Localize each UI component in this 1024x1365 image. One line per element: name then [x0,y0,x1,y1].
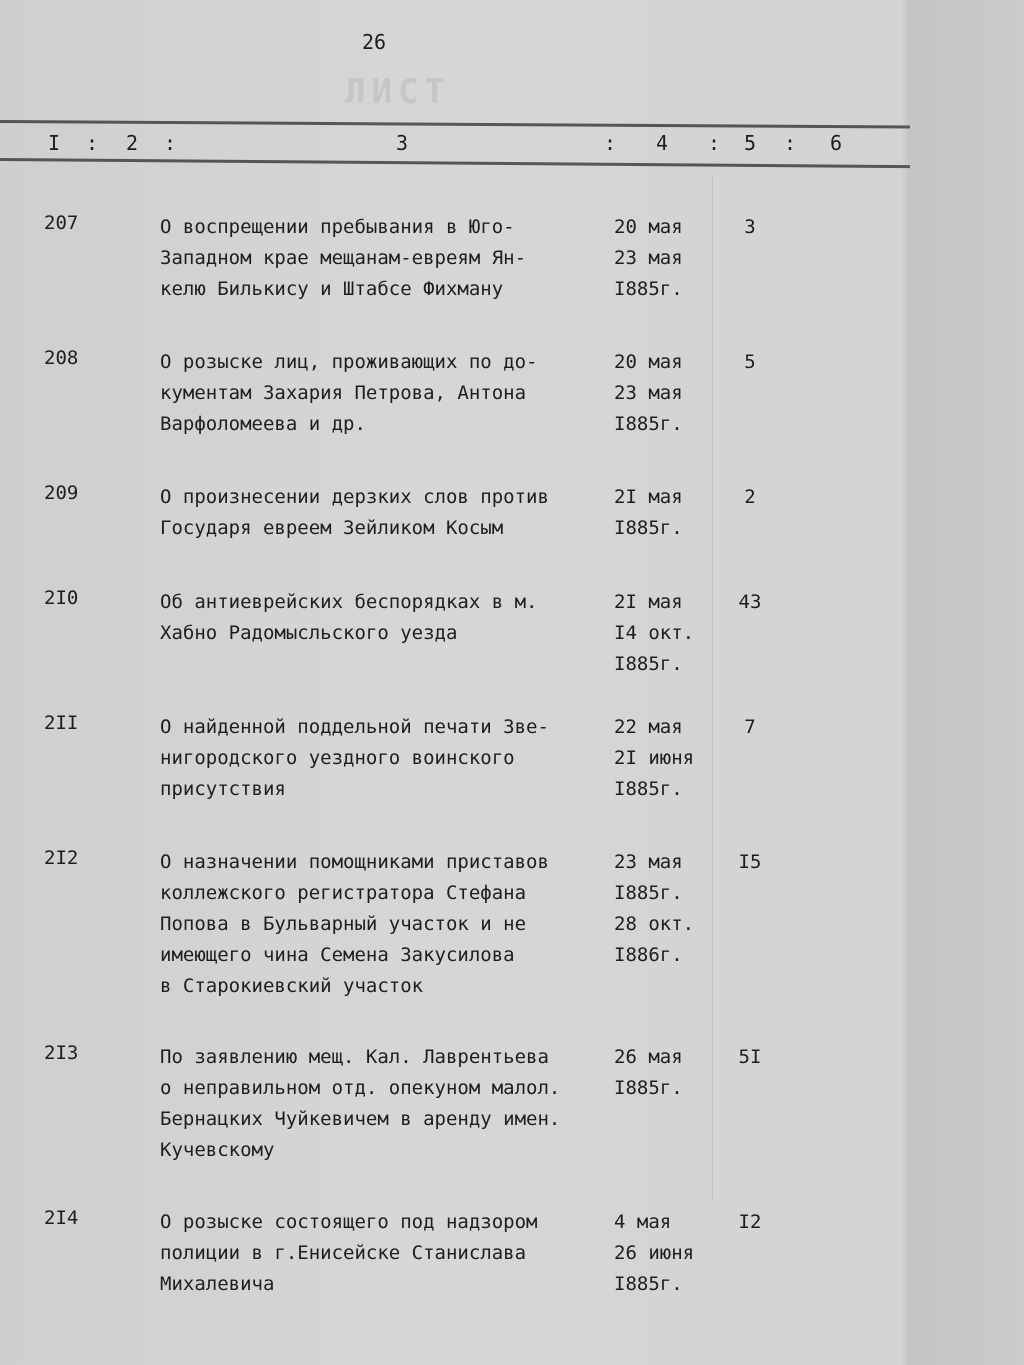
title-line: По заявлению мещ. Кал. Лаврентьева [160,1046,549,1068]
title-line: Государя евреем Зейликом Косым [160,517,504,539]
title-line: О розыске состоящего под надзором [160,1211,538,1233]
entry-number: 2I4 [44,1207,79,1229]
entry-dates [614,347,683,440]
entry-title [160,1042,610,1166]
date-line: I885г. [614,1077,683,1099]
col-header-6: 6 [830,131,843,155]
date-line: I885г. [614,413,683,435]
col-sep: : [604,131,617,155]
entry-dates [614,1207,694,1300]
title-line: О назначении помощниками приставов [160,851,549,873]
date-line: 23 мая [614,851,683,873]
col-header-4: 4 [656,131,669,155]
col-sep: : [708,131,721,155]
date-line: I885г. [614,278,683,300]
title-line: Кучевскому [160,1139,275,1161]
title-line: полиции в г.Енисейске Станислава [160,1242,527,1264]
col-sep: : [86,131,99,155]
col-header-1: I [48,131,61,155]
entry-number: 209 [44,482,79,504]
date-line: 23 мая [614,382,683,404]
entry-sheet-count: 7 [744,716,756,738]
title-line: келю Билькису и Штабсе Фихману [160,278,504,300]
date-line: 4 мая [614,1211,672,1233]
title-line: присутствия [160,778,286,800]
entry-title [160,847,610,1002]
entry-sheet-count: I2 [738,1211,762,1233]
col-header-5: 5 [744,131,757,155]
date-line: 26 июня [614,1242,695,1264]
title-line: О найденной поддельной печати Зве- [160,716,549,738]
entry-sheet-count: 3 [744,216,756,238]
entry-dates [614,847,694,971]
title-line: кументам Захария Петрова, Антона [160,382,527,404]
date-line: 26 мая [614,1046,683,1068]
title-line: Об антиеврейских беспорядках в м. [160,591,538,613]
entry-dates [614,587,694,680]
date-line: 2I мая [614,591,683,613]
date-line: 22 мая [614,716,683,738]
date-line: I885г. [614,778,683,800]
title-line: коллежского регистратора Стефана [160,882,527,904]
col-header-2: 2 [126,131,139,155]
entry-dates [614,1042,683,1104]
date-line: 23 мая [614,247,683,269]
title-line: Попова в Бульварный участок и не [160,913,527,935]
title-line: Хабно Радомысльского уезда [160,622,458,644]
date-line: 28 окт. [614,913,695,935]
date-line: I885г. [614,882,683,904]
entry-number: 2I0 [44,587,79,609]
bleed-through-title: ЛИСТ [345,72,451,112]
entry-sheet-count: I5 [738,851,762,873]
title-line: имеющего чина Семена Закусилова [160,944,515,966]
date-line: I885г. [614,653,683,675]
entry-sheet-count: 5 [744,351,756,373]
page-number: 26 [362,30,387,54]
date-line: 20 мая [614,216,683,238]
date-line: 2I мая [614,486,683,508]
title-line: Варфоломеева и др. [160,413,366,435]
entry-number: 2II [44,712,79,734]
entry-title [160,482,610,544]
title-line: О произнесении дерзких слов против [160,486,549,508]
title-line: нигородского уездного воинского [160,747,515,769]
column-divider [712,175,713,1200]
entry-title [160,1207,610,1300]
entry-title [160,712,610,805]
col-sep: : [784,131,797,155]
entry-dates [614,712,694,805]
date-line: I886г. [614,944,683,966]
title-line: О воспрещении пребывания в Юго- [160,216,515,238]
entry-title [160,212,610,305]
title-line: О розыске лиц, проживающих по до- [160,351,538,373]
entry-dates [614,212,683,305]
title-line: Михалевича [160,1273,275,1295]
date-line: 2I июня [614,747,695,769]
entry-sheet-count: 2 [744,486,756,508]
date-line: I885г. [614,517,683,539]
date-line: I4 окт. [614,622,695,644]
entry-title [160,347,610,440]
entry-title [160,587,610,649]
entry-sheet-count: 5I [738,1046,762,1068]
entry-number: 2I2 [44,847,79,869]
header-bottom-rule [0,158,910,168]
title-line: Западном крае мещанам-евреям Ян- [160,247,527,269]
title-line: Бернацких Чуйкевичем в аренду имен. [160,1108,561,1130]
entry-number: 2I3 [44,1042,79,1064]
date-line: 20 мая [614,351,683,373]
title-line: о неправильном отд. опекуном малол. [160,1077,561,1099]
title-line: в Старокиевский участок [160,975,424,997]
entry-sheet-count: 43 [738,591,762,613]
col-sep: : [164,131,177,155]
entry-dates [614,482,683,544]
col-header-3: 3 [396,131,409,155]
date-line: I885г. [614,1273,683,1295]
entry-number: 207 [44,212,79,234]
header-top-rule [0,120,910,129]
entry-number: 208 [44,347,79,369]
